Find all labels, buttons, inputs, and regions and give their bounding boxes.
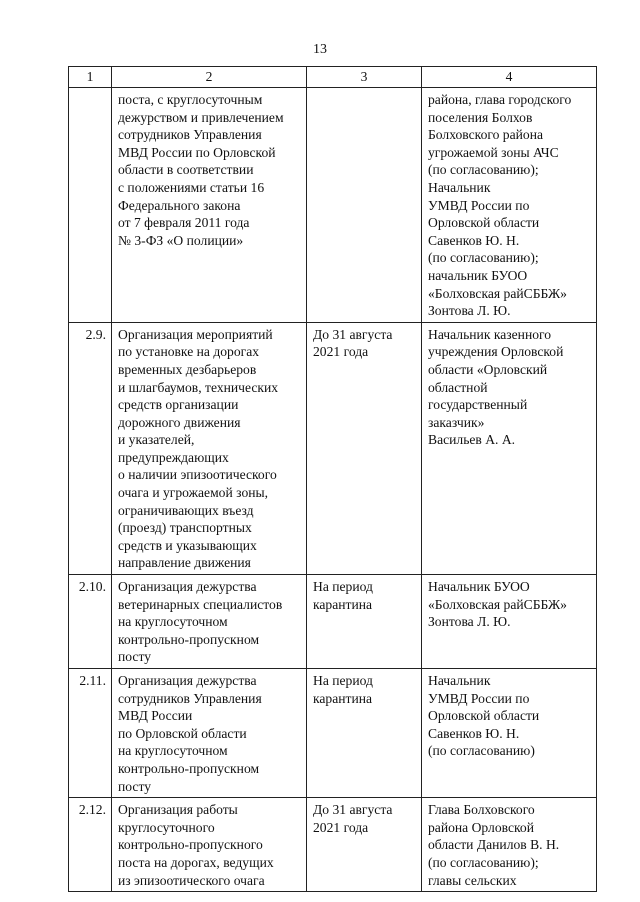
measures-table <box>68 66 597 892</box>
item-responsible: Начальник БУОО «Болховская райСББЖ» Зонтова Л. Ю. <box>422 575 597 669</box>
item-deadline: На период карантина <box>307 575 422 669</box>
table-row <box>69 798 597 892</box>
column-header-4: 4 <box>422 67 597 88</box>
item-deadline: На период карантина <box>307 669 422 798</box>
item-action: Организация мероприятий по установке на дорогах временных дезбарьеров и шлагбаумов, технических средств организации дорожного движения и указателей, предупреждающих о наличии эпизоотического очага и угрожаемой зоны, ограничивающих въезд (проезд) транспортных средств и указывающих направление движения <box>112 322 307 574</box>
table-row <box>69 575 597 669</box>
item-responsible: Начальник УМВД России по Орловской области Савенков Ю. Н. (по согласованию) <box>422 669 597 798</box>
item-deadline: До 31 августа 2021 года <box>307 798 422 892</box>
column-header-3: 3 <box>307 67 422 88</box>
item-responsible: района, глава городского поселения Болхов Болховского района угрожаемой зоны АЧС (по согласованию); Начальник УМВД России по Орловской области Савенков Ю. Н. (по согласованию); начальник БУОО «Болховская райСББЖ» Зонтова Л. Ю. <box>422 88 597 323</box>
item-number <box>69 88 112 323</box>
item-number: 2.10. <box>69 575 112 669</box>
table-row <box>69 669 597 798</box>
item-action: Организация дежурства сотрудников Управления МВД России по Орловской области на круглосуточном контрольно-пропускном посту <box>112 669 307 798</box>
table-row <box>69 322 597 574</box>
item-number: 2.9. <box>69 322 112 574</box>
item-responsible: Начальник казенного учреждения Орловской области «Орловский областной государственный заказчик» Васильев А. А. <box>422 322 597 574</box>
item-deadline: До 31 августа 2021 года <box>307 322 422 574</box>
item-number: 2.11. <box>69 669 112 798</box>
column-header-2: 2 <box>112 67 307 88</box>
column-number-row <box>69 67 597 88</box>
item-number: 2.12. <box>69 798 112 892</box>
table-row <box>69 88 597 323</box>
item-responsible: Глава Болховского района Орловской области Данилов В. Н. (по согласованию); главы сельских <box>422 798 597 892</box>
item-action: Организация работы круглосуточного контрольно-пропускного поста на дорогах, ведущих из эпизоотического очага <box>112 798 307 892</box>
item-deadline <box>307 88 422 323</box>
item-action: Организация дежурства ветеринарных специалистов на круглосуточном контрольно-пропускном посту <box>112 575 307 669</box>
item-action: поста, с круглосуточным дежурством и привлечением сотрудников Управления МВД России по Орловской области в соответствии с положениями статьи 16 Федерального закона от 7 февраля 2011 года № 3-ФЗ «О полиции» <box>112 88 307 323</box>
page-number: 13 <box>313 42 327 57</box>
column-header-1: 1 <box>69 67 112 88</box>
